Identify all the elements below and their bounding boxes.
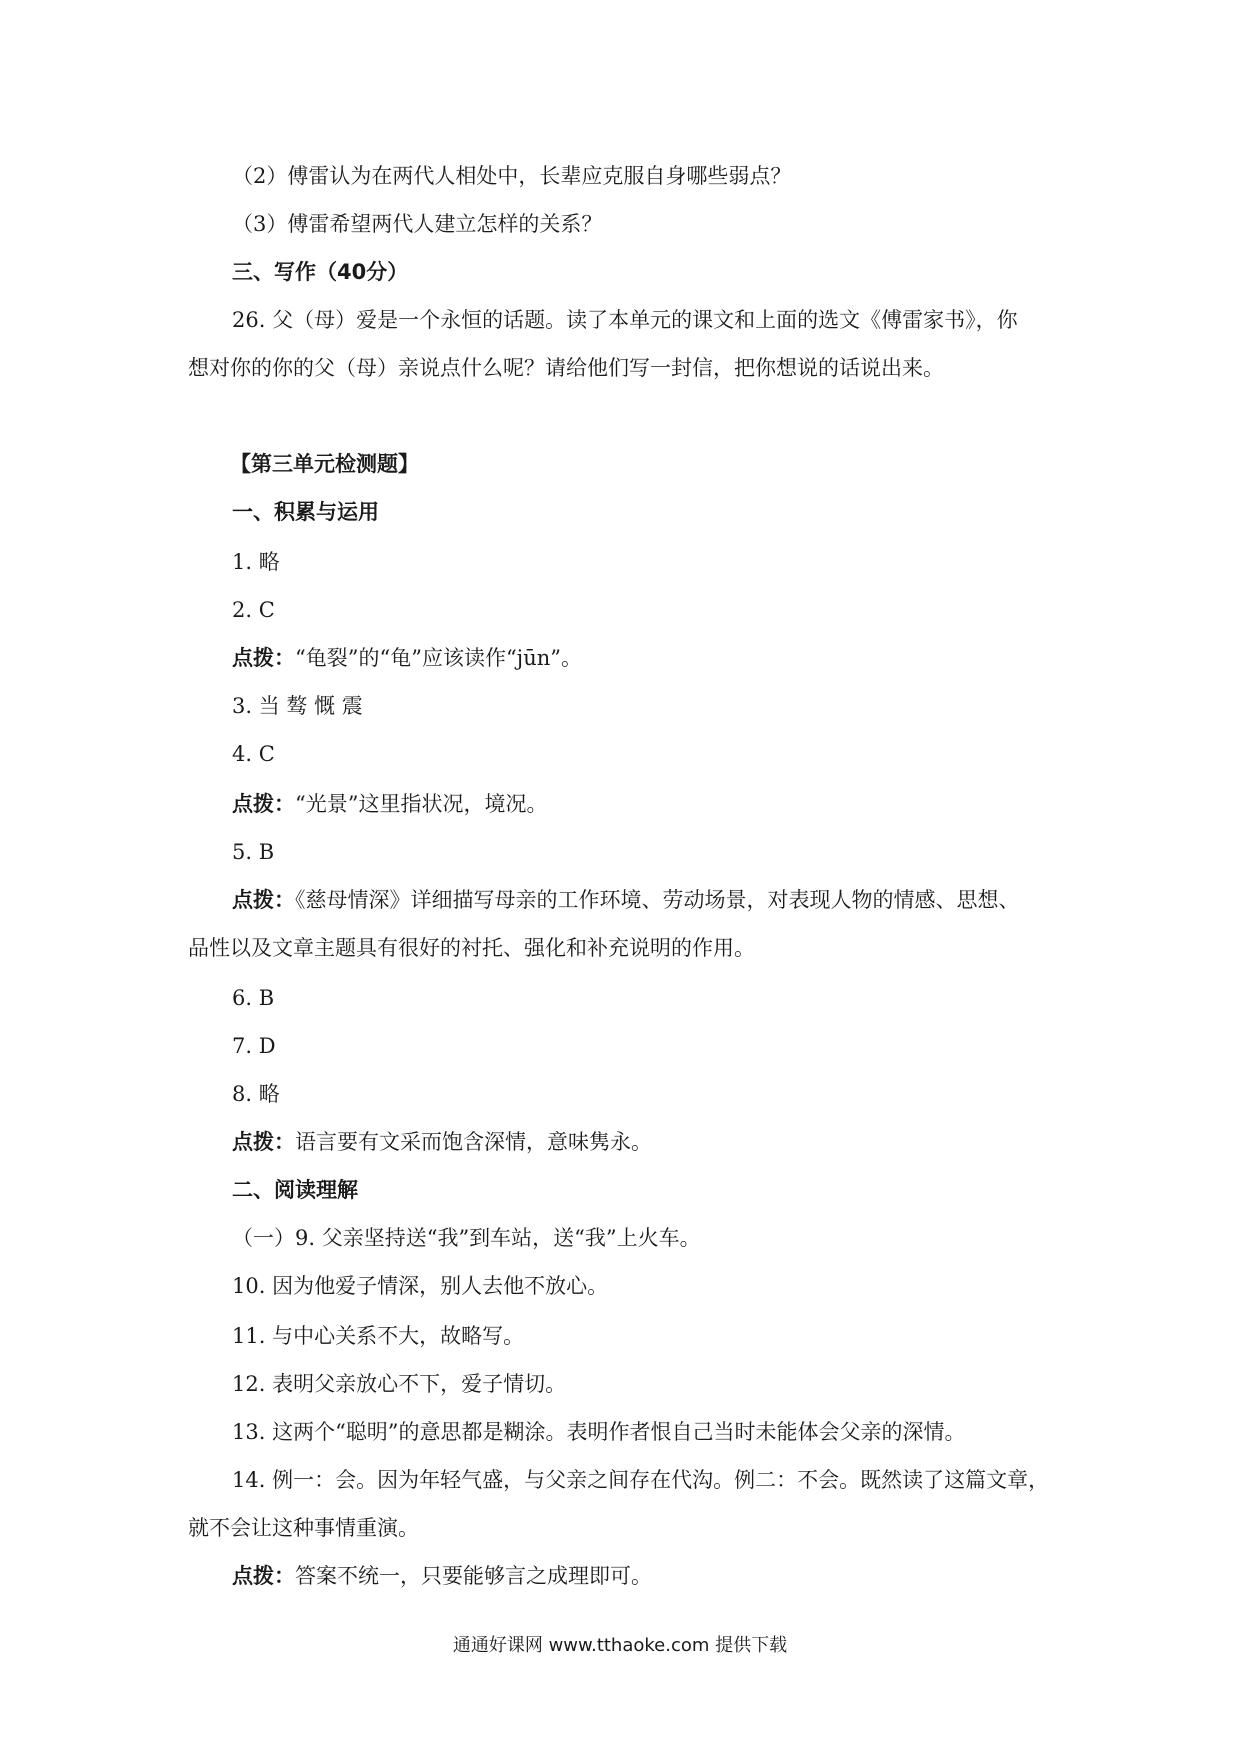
question-2: （2）傅雷认为在两代人相处中，长辈应克服自身哪些弱点？ — [232, 164, 792, 188]
section-heading-reading: 二、阅读理解 — [232, 1178, 358, 1202]
answer-3: 3. 当 骜 慨 震 — [232, 694, 363, 718]
tip-5-line-2: 品性以及文章主题具有很好的衬托、强化和补充说明的作用。 — [188, 936, 755, 960]
answer-11: 11. 与中心关系不大，故略写。 — [232, 1324, 525, 1348]
tip-text: “龟裂”的“龟”应该读作“jūn”。 — [295, 646, 582, 670]
tip-text: “光景”这里指状况，境况。 — [295, 792, 548, 816]
question-26-line-2: 想对你的你的父（母）亲说点什么呢？请给他们写一封信，把你想说的话说出来。 — [188, 356, 944, 380]
tip-2 — [232, 644, 582, 672]
answer-5: 5. B — [232, 840, 275, 864]
question-3: （3）傅雷希望两代人建立怎样的关系？ — [232, 212, 603, 236]
tip-14 — [232, 1562, 652, 1590]
answer-14-line-1: 14. 例一：会。因为年轻气盛，与父亲之间存在代沟。例二：不会。既然读了这篇文章， — [232, 1468, 1050, 1492]
tip-4 — [232, 790, 547, 818]
section-heading-writing: 三、写作（40分） — [232, 260, 409, 284]
tip-text: 《慈母情深》详细描写母亲的工作环境、劳动场景，对表现人物的情感、思想、 — [295, 888, 1020, 912]
tip-8 — [232, 1128, 652, 1156]
question-26-line-1: 26. 父（母）爱是一个永恒的话题。读了本单元的课文和上面的选文《傅雷家书》，你 — [232, 308, 1018, 332]
answer-14-line-2: 就不会让这种事情重演。 — [188, 1516, 419, 1540]
answer-9: （一）9. 父亲坚持送“我”到车站，送“我”上火车。 — [232, 1226, 701, 1250]
answer-12: 12. 表明父亲放心不下，爱子情切。 — [232, 1372, 567, 1396]
tip-text: 答案不统一，只要能够言之成理即可。 — [295, 1564, 652, 1588]
answer-6: 6. B — [232, 986, 275, 1010]
unit-title: 【第三单元检测题】 — [230, 452, 419, 476]
answer-7: 7. D — [232, 1034, 276, 1058]
answer-1: 1. 略 — [232, 550, 280, 574]
answer-2: 2. C — [232, 598, 275, 622]
page-footer: 通通好课网 www.tthaoke.com 提供下载 — [452, 1635, 788, 1656]
tip-label: 点拨： — [232, 1130, 295, 1154]
tip-label: 点拨： — [232, 792, 295, 816]
answer-8: 8. 略 — [232, 1082, 280, 1106]
answer-13: 13. 这两个“聪明”的意思都是糊涂。表明作者恨自己当时未能体会父亲的深情。 — [232, 1420, 966, 1444]
answer-10: 10. 因为他爱子情深，别人去他不放心。 — [232, 1274, 609, 1298]
tip-label: 点拨： — [232, 646, 295, 670]
section-heading-accumulation: 一、积累与运用 — [232, 500, 379, 524]
tip-text: 语言要有文采而饱含深情，意味隽永。 — [295, 1130, 652, 1154]
answer-4: 4. C — [232, 742, 275, 766]
tip-5-line-1 — [232, 886, 1020, 914]
tip-label: 点拨： — [232, 888, 295, 912]
tip-label: 点拨： — [232, 1564, 295, 1588]
